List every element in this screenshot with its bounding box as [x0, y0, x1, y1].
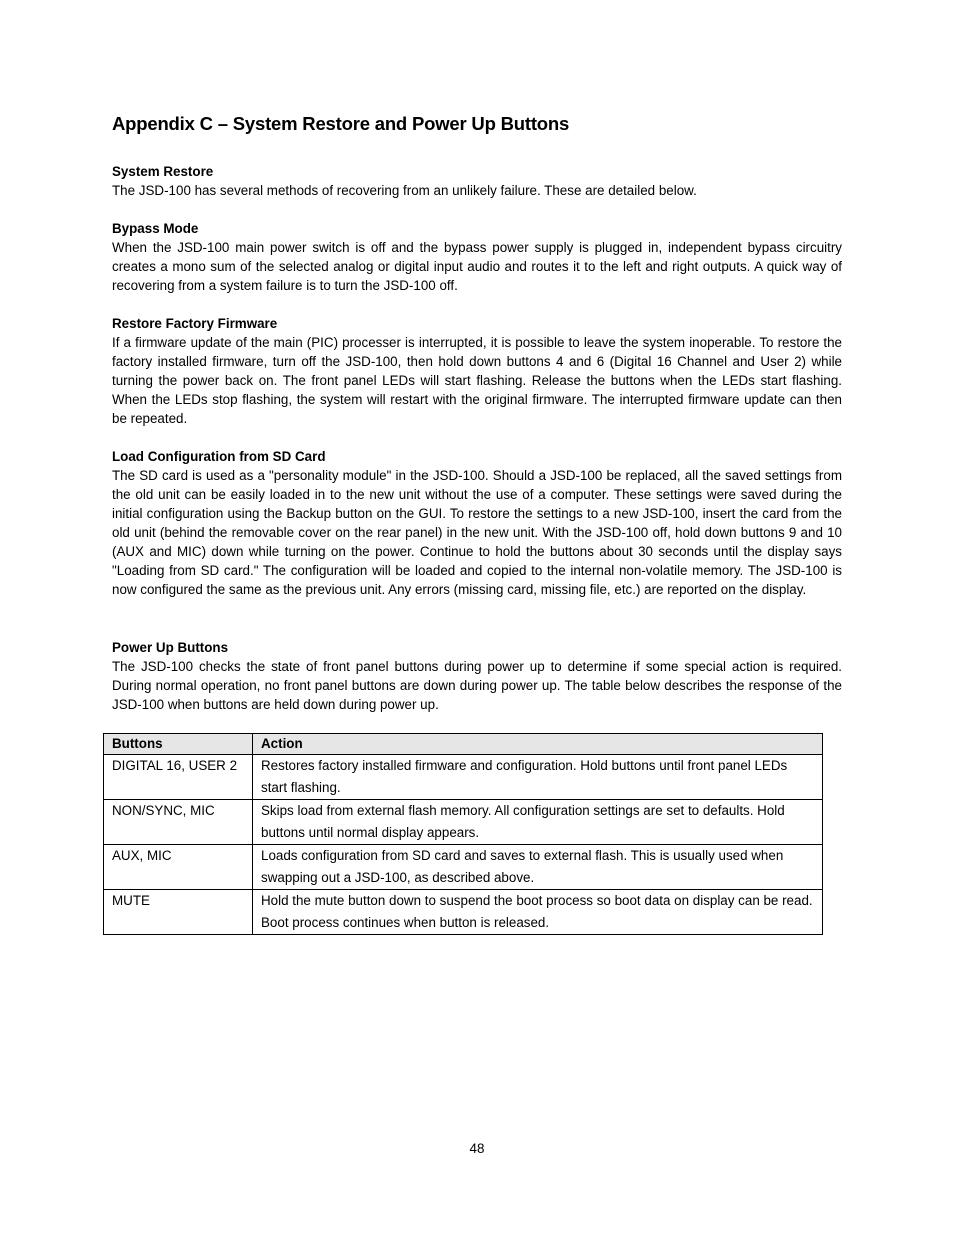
- section-power-up-buttons: [112, 638, 842, 714]
- table-cell-action: Skips load from external flash memory. All configuration settings are set to defaults. Hold buttons until normal display appears.: [253, 800, 823, 845]
- table-header-buttons: Buttons: [104, 734, 253, 755]
- page-number: 48: [469, 1141, 485, 1156]
- table-cell-buttons: AUX, MIC: [104, 845, 253, 890]
- section-body: If a firmware update of the main (PIC) processer is interrupted, it is possible to leave the system inoperable. To restore the factory installed firmware, turn off the JSD-100, then hold down buttons 4 and 6 (Digital 16 Channel and User 2) while turning the power back on. The front panel LEDs will start flashing. Release the buttons when the LEDs start flashing. When the LEDs stop flashing, the system will restart with the original firmware. The interrupted firmware update can then be repeated.: [112, 335, 842, 426]
- table-row: [104, 800, 823, 845]
- section-system-restore: [112, 162, 842, 200]
- table-header-row: [104, 734, 823, 755]
- section-body: The JSD-100 has several methods of recovering from an unlikely failure. These are detailed below.: [112, 183, 697, 198]
- section-body: When the JSD-100 main power switch is off and the bypass power supply is plugged in, independent bypass circuitry creates a mono sum of the selected analog or digital input audio and routes it to the left and right outputs. A quick way of recovering from a system failure is to turn the JSD-100 off.: [112, 240, 842, 293]
- table-cell-action: Restores factory installed firmware and configuration. Hold buttons until front panel LEDs start flashing.: [253, 755, 823, 800]
- section-bypass-mode: [112, 219, 842, 295]
- table-cell-buttons: DIGITAL 16, USER 2: [104, 755, 253, 800]
- section-heading: System Restore: [112, 164, 214, 179]
- section-body: The SD card is used as a "personality module" in the JSD-100. Should a JSD-100 be replaced, all the saved settings from the old unit can be easily loaded in to the new unit without the use of a computer. These settings were saved during the initial configuration using the Backup button on the GUI. To restore the settings to a new JSD-100, insert the card from the old unit (behind the removable cover on the rear panel) in the new unit. With the JSD-100 off, hold down buttons 9 and 10 (AUX and MIC) down while turning on the power. Continue to hold the buttons about 30 seconds until the display says "Loading from SD card." The configuration will be loaded and copied to the internal non-volatile memory. The JSD-100 is now configured the same as the previous unit. Any errors (missing card, missing file, etc.) are reported on the display.: [112, 468, 842, 597]
- section-heading: Restore Factory Firmware: [112, 316, 278, 331]
- section-load-configuration: [112, 447, 842, 599]
- section-heading: Load Configuration from SD Card: [112, 449, 326, 464]
- section-heading: Power Up Buttons: [112, 640, 229, 655]
- table-row: [104, 845, 823, 890]
- table-cell-action: Loads configuration from SD card and saves to external flash. This is usually used when swapping out a JSD-100, as described above.: [253, 845, 823, 890]
- table-cell-buttons: MUTE: [104, 890, 253, 935]
- table-cell-buttons: NON/SYNC, MIC: [104, 800, 253, 845]
- page-title: Appendix C – System Restore and Power Up Buttons: [112, 113, 570, 134]
- table-cell-action: Hold the mute button down to suspend the boot process so boot data on display can be read. Boot process continues when button is released.: [253, 890, 823, 935]
- table-row: [104, 890, 823, 935]
- section-restore-factory-firmware: [112, 314, 842, 428]
- section-body: The JSD-100 checks the state of front panel buttons during power up to determine if some special action is required. During normal operation, no front panel buttons are down during power up. The table below describes the response of the JSD-100 when buttons are held down during power up.: [112, 659, 842, 712]
- table-row: [104, 755, 823, 800]
- power-up-buttons-table: [103, 733, 823, 935]
- section-heading: Bypass Mode: [112, 221, 199, 236]
- table-header-action: Action: [253, 734, 823, 755]
